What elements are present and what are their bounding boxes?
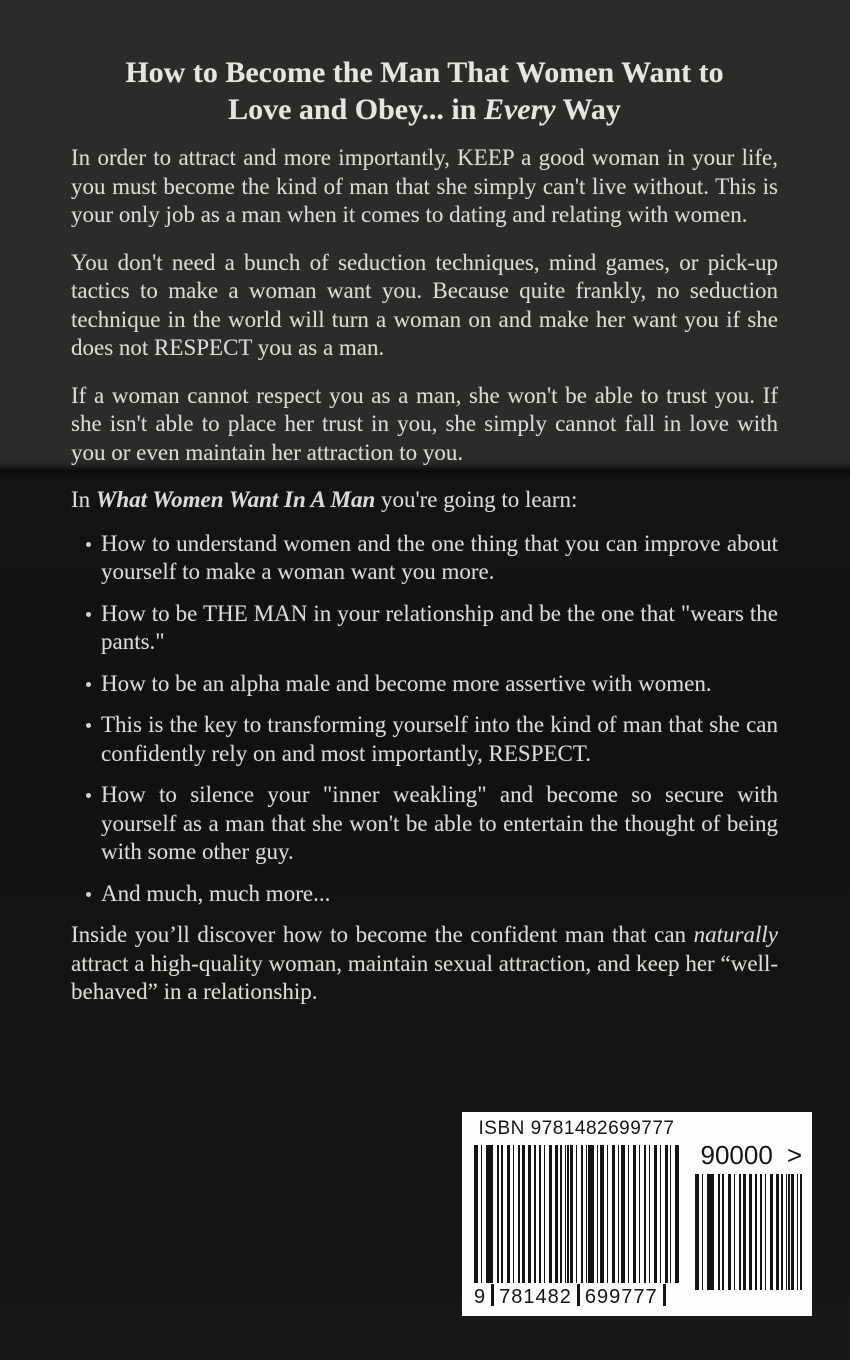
bullet-dot-icon bbox=[86, 793, 91, 798]
title-line-2-italic: Every bbox=[483, 93, 556, 126]
paragraph-learn-intro bbox=[71, 486, 778, 515]
barcode-main-section bbox=[474, 1118, 679, 1308]
list-item bbox=[71, 600, 778, 657]
barcode-digits bbox=[474, 1283, 679, 1308]
barcode-guard-bar bbox=[577, 1284, 580, 1306]
price-arrow-icon: > bbox=[786, 1140, 802, 1170]
list-item bbox=[71, 670, 778, 699]
bullet-dot-icon bbox=[86, 892, 91, 897]
price-code: 90000 bbox=[700, 1140, 773, 1170]
barcode-digit-group: 699777 bbox=[584, 1286, 658, 1308]
list-item bbox=[71, 711, 778, 768]
title-line-1: How to Become the Man That Women Want to bbox=[125, 56, 724, 89]
title-line-2 bbox=[71, 91, 778, 128]
barcode-digit-group: 781482 bbox=[499, 1286, 572, 1308]
list-item-text: How to understand women and the one thing that you can improve about yourself to make a woman want you more. bbox=[101, 530, 778, 584]
list-item bbox=[71, 880, 778, 909]
barcode-supplement-bars bbox=[695, 1174, 802, 1290]
bullet-dot-icon bbox=[86, 542, 91, 547]
barcode-bars bbox=[474, 1145, 679, 1283]
barcode-guard-bar bbox=[491, 1284, 494, 1306]
price-code-label bbox=[695, 1140, 802, 1170]
bullet-dot-icon bbox=[86, 723, 91, 728]
page-title bbox=[71, 54, 778, 128]
cover-text-block bbox=[71, 54, 778, 1007]
learn-intro-pre: In bbox=[71, 487, 96, 512]
paragraph-keep-a-good-woman: In order to attract and more importantly, KEEP a good woman in your life, you must become the kind of man that she simply can't live without. This is your only job as a man when it comes to dating and relating with women. bbox=[71, 145, 778, 227]
paragraph-respect-trust: If a woman cannot respect you as a man, she won't be able to trust you. If she isn't able to place her trust in you, she simply cannot fall in love with you or even maintain her attraction to you. bbox=[71, 382, 778, 465]
learn-intro-post: you're going to learn: bbox=[375, 487, 578, 512]
title-line-2-post: Way bbox=[555, 93, 621, 126]
list-item-text: This is the key to transforming yourself into the kind of man that she can confidently rely on and most importantly, RESPECT. bbox=[101, 712, 778, 766]
paragraph-closing bbox=[71, 921, 778, 1007]
barcode-supplement-section bbox=[679, 1118, 802, 1308]
paragraph-no-seduction-techniques: You don't need a bunch of seduction techniques, mind games, or pick-up tactics to make a woman want you. Because quite frankly, no seduction technique in the world will turn a woman on and make her want you if she does not RESPECT you as a man. bbox=[71, 249, 778, 360]
barcode-guard-bar bbox=[663, 1284, 666, 1306]
benefits-list bbox=[71, 530, 778, 909]
list-item-text: How to silence your "inner weakling" and become so secure with yourself as a man that she won't be able to entertain the thought of being with some other guy. bbox=[101, 782, 778, 864]
list-item bbox=[71, 530, 778, 587]
list-item-text: How to be an alpha male and become more assertive with women. bbox=[101, 670, 712, 696]
isbn-label: ISBN 9781482699777 bbox=[478, 1118, 675, 1139]
bullet-dot-icon bbox=[86, 612, 91, 617]
closing-post: attract a high-quality woman, maintain sexual attraction, and keep her “well-behaved” in a relationship. bbox=[71, 950, 778, 1004]
list-item-text: How to be THE MAN in your relationship and be the one that "wears the pants." bbox=[101, 600, 778, 654]
barcode bbox=[462, 1112, 812, 1316]
list-item bbox=[71, 781, 778, 867]
list-item-text: And much, much more... bbox=[101, 880, 331, 906]
barcode-digit-group: 9 bbox=[474, 1286, 487, 1308]
closing-pre: Inside you’ll discover how to become the confident man that can bbox=[71, 922, 694, 947]
bullet-dot-icon bbox=[86, 682, 91, 687]
title-line-2-pre: Love and Obey... in bbox=[228, 93, 484, 126]
closing-italic: naturally bbox=[693, 922, 778, 947]
book-title-inline: What Women Want In A Man bbox=[95, 487, 376, 512]
